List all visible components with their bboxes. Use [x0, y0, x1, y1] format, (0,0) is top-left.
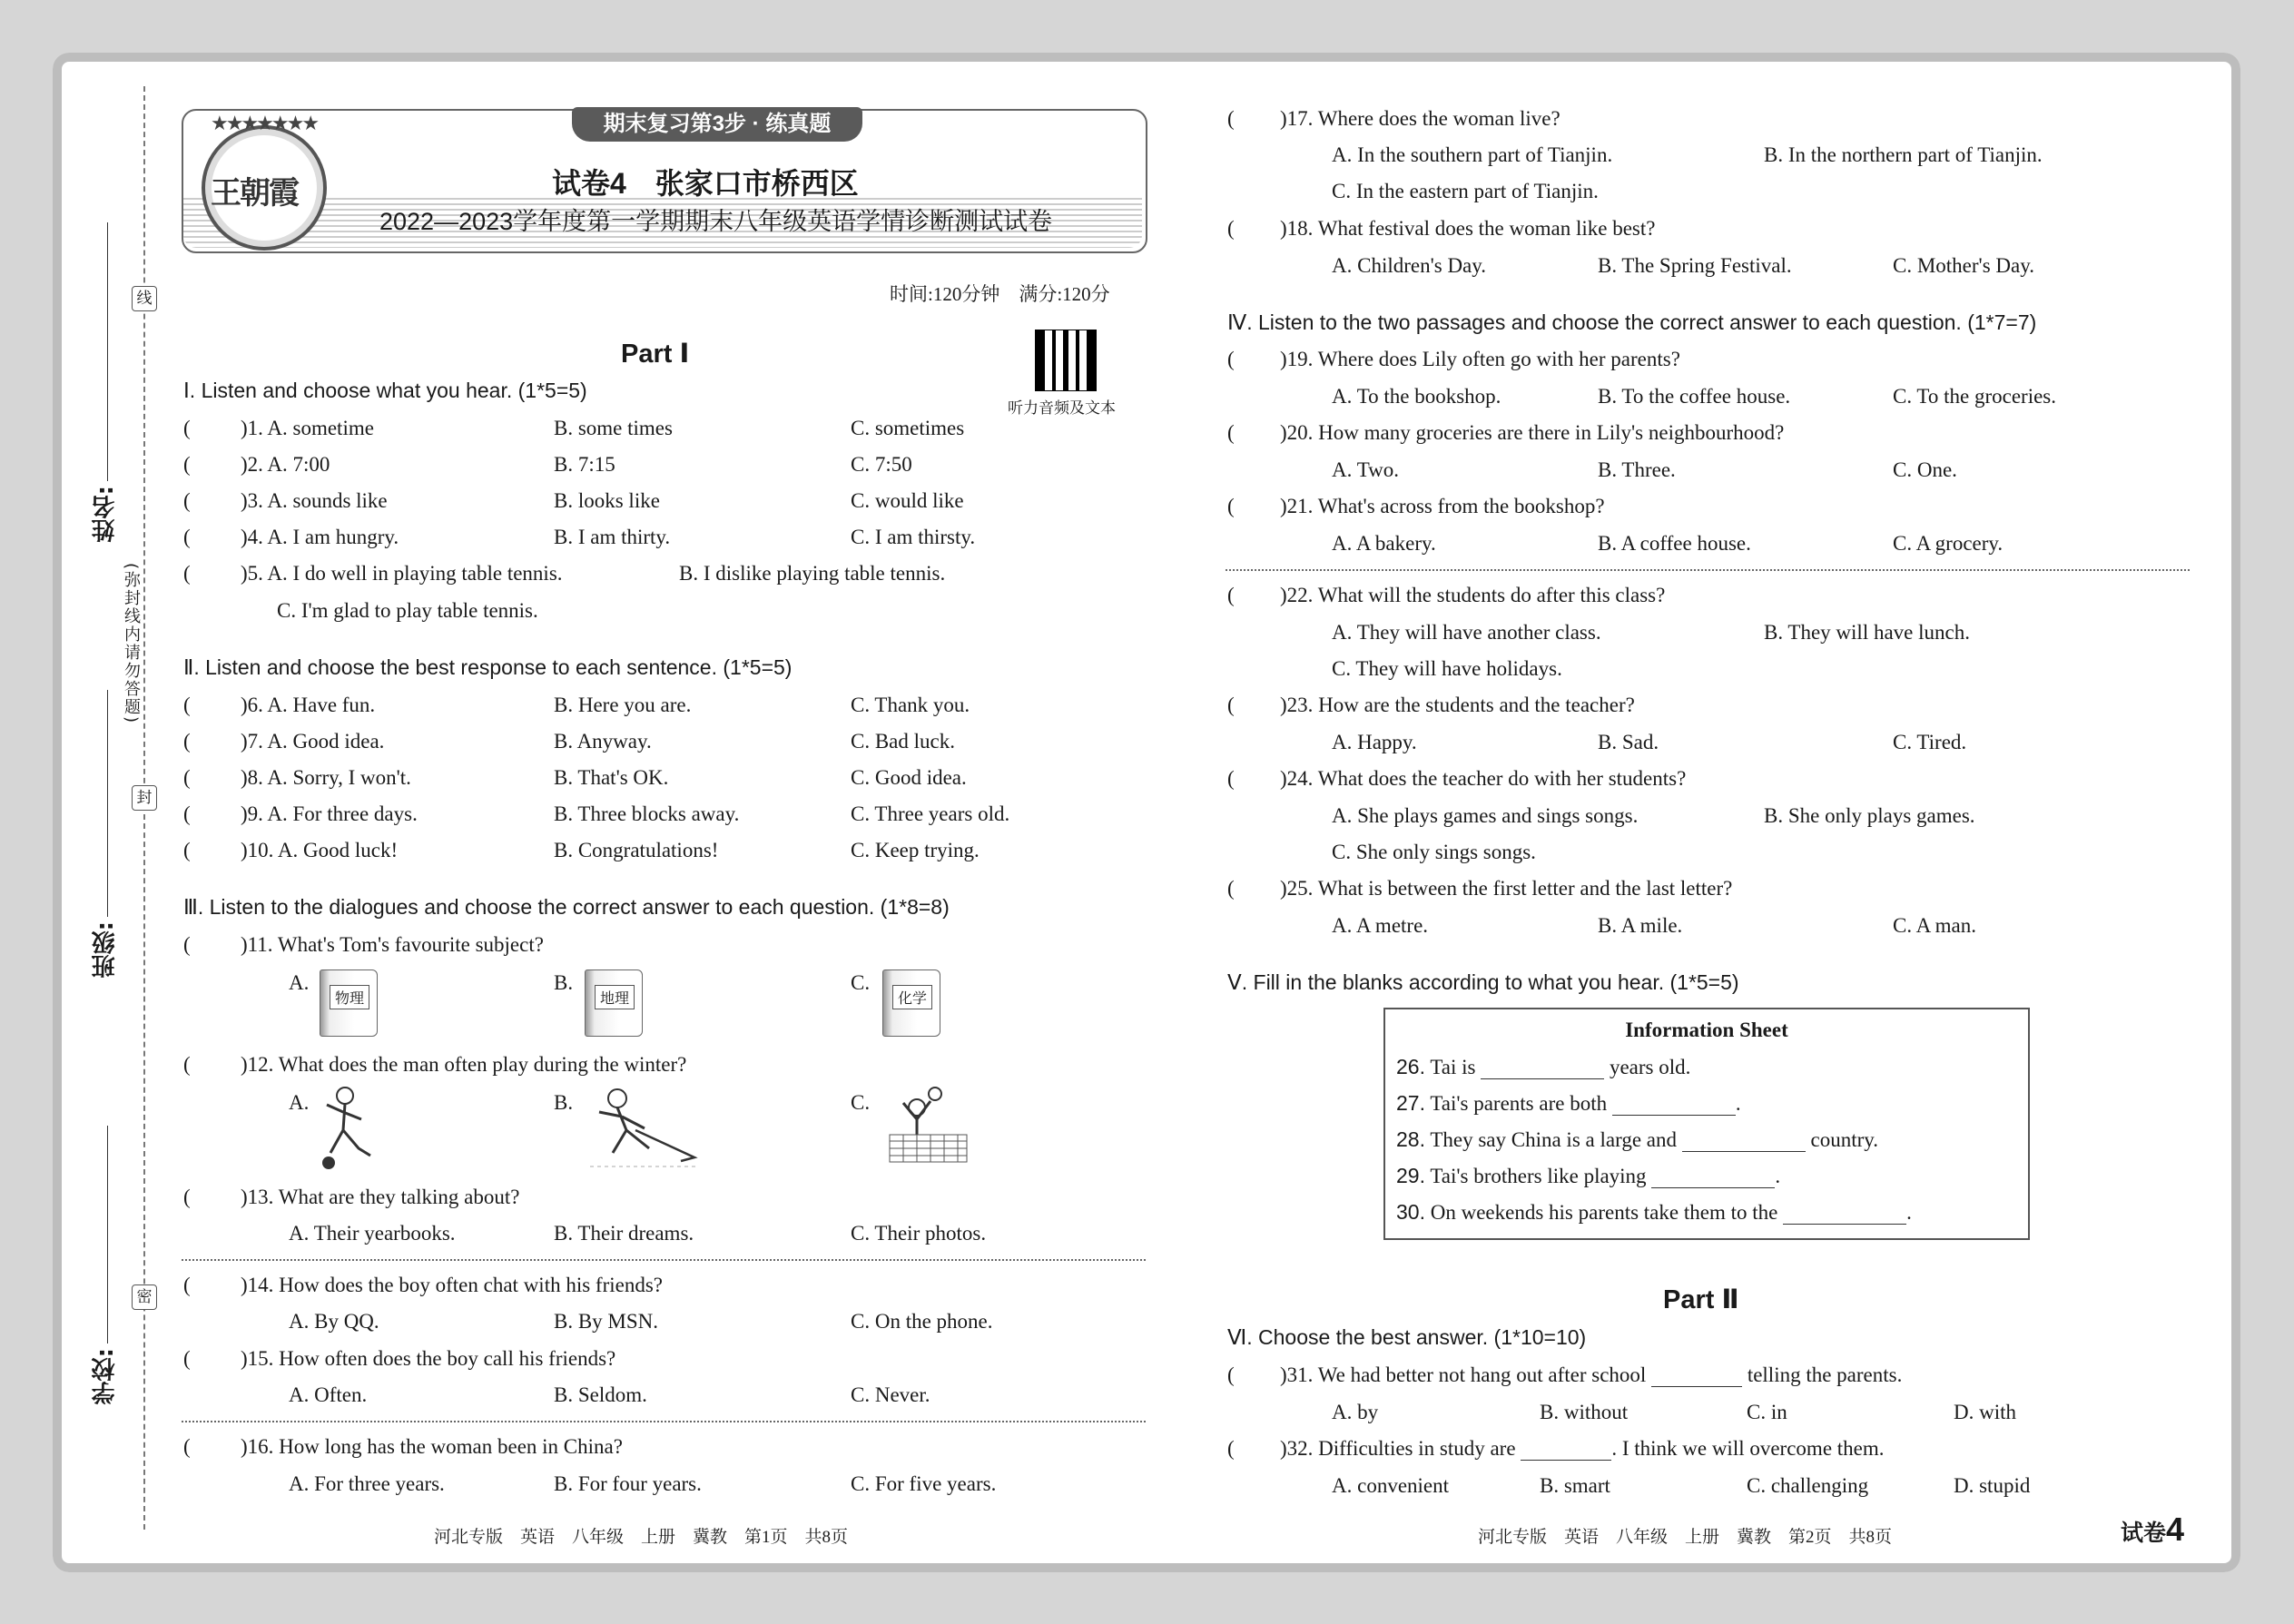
- fill-blank-28[interactable]: [1682, 1133, 1806, 1152]
- q8-b: B. That's OK.: [554, 766, 669, 789]
- binding-mark: 密: [132, 1284, 157, 1310]
- qr-code[interactable]: [1035, 330, 1097, 391]
- q20-a: A. Two.: [1332, 458, 1399, 481]
- q9-a: )9. A. For three days.: [241, 802, 418, 825]
- info-number: 28.: [1396, 1127, 1425, 1151]
- q32-d: D. stupid: [1954, 1474, 2031, 1497]
- answer-blank[interactable]: (: [1227, 495, 1235, 517]
- q25-b: B. A mile.: [1598, 914, 1683, 937]
- q13-a: A. Their yearbooks.: [289, 1222, 456, 1245]
- info-text: years old.: [1609, 1056, 1691, 1078]
- q17-b: B. In the northern part of Tianjin.: [1764, 143, 2043, 166]
- answer-blank[interactable]: (: [183, 417, 191, 439]
- q31-b: B. without: [1540, 1401, 1629, 1423]
- q11-option-b: B.: [554, 971, 574, 994]
- q21-c: C. A grocery.: [1893, 532, 2004, 555]
- book-label: 地理: [595, 985, 635, 1009]
- q5-a: )5. A. I do well in playing table tennis.: [241, 562, 563, 585]
- q15-c: C. Never.: [851, 1383, 930, 1406]
- q4-c: C. I am thirsty.: [851, 526, 976, 548]
- class-label: 班级:: [92, 921, 119, 979]
- info-text: .: [1775, 1165, 1781, 1187]
- answer-blank[interactable]: (: [183, 730, 191, 753]
- q32-question: [1280, 1437, 1885, 1461]
- fill-blank-27[interactable]: [1612, 1097, 1736, 1116]
- q8-c: C. Good idea.: [851, 766, 967, 789]
- q2-c: C. 7:50: [851, 453, 912, 476]
- q12-option-b: B.: [554, 1091, 574, 1114]
- fill-blank-26[interactable]: [1481, 1060, 1604, 1079]
- q31-a: A. by: [1332, 1401, 1379, 1423]
- q3-c: C. would like: [851, 489, 964, 512]
- answer-blank[interactable]: (: [1227, 877, 1235, 900]
- paper-number: 4: [2166, 1511, 2185, 1548]
- q6-c: C. Thank you.: [851, 694, 970, 716]
- q2-a: )2. A. 7:00: [241, 453, 330, 476]
- q32-blank[interactable]: [1521, 1442, 1611, 1461]
- q16-b: B. For four years.: [554, 1472, 702, 1495]
- q23-b: B. Sad.: [1598, 731, 1659, 753]
- answer-blank[interactable]: (: [183, 802, 191, 825]
- q24-question: )24. What does the teacher do with her students?: [1280, 767, 1687, 790]
- section3-heading: Ⅲ. Listen to the dialogues and choose the correct answer to each question. (1*8=8): [183, 895, 950, 919]
- q14-question: )14. How does the boy often chat with his friends?: [241, 1274, 664, 1296]
- q16-question: )16. How long has the woman been in China?: [241, 1435, 623, 1458]
- school-field[interactable]: [107, 1126, 108, 1343]
- q20-b: B. Three.: [1598, 458, 1676, 481]
- logo-stars: ★★★★★★★: [211, 113, 318, 135]
- q5-c: C. I'm glad to play table tennis.: [277, 599, 538, 622]
- answer-blank[interactable]: (: [1227, 1363, 1235, 1386]
- divider: [182, 1421, 1146, 1422]
- q22-question: )22. What will the students do after this class?: [1280, 584, 1666, 606]
- answer-blank[interactable]: (: [183, 1435, 191, 1458]
- class-field[interactable]: [107, 690, 108, 917]
- q25-a: A. A metre.: [1332, 914, 1429, 937]
- q19-c: C. To the groceries.: [1893, 385, 2057, 408]
- q2-b: B. 7:15: [554, 453, 615, 476]
- q4-b: B. I am thirty.: [554, 526, 671, 548]
- binding-mark: 线: [132, 286, 157, 311]
- q20-c: C. One.: [1893, 458, 1957, 481]
- physics-book-icon: [320, 969, 378, 1037]
- q11-question: )11. What's Tom's favourite subject?: [241, 933, 544, 956]
- answer-blank[interactable]: (: [1227, 217, 1235, 240]
- section6-heading: Ⅵ. Choose the best answer. (1*10=10): [1227, 1325, 1587, 1349]
- info-line-26: [1396, 1055, 1690, 1079]
- q8-a: )8. A. Sorry, I won't.: [241, 766, 411, 789]
- book-label: 物理: [330, 985, 369, 1009]
- q22-c: C. They will have holidays.: [1332, 657, 1562, 680]
- q18-question: )18. What festival does the woman like best?: [1280, 217, 1656, 240]
- info-text: Tai is: [1430, 1056, 1476, 1078]
- q15-question: )15. How often does the boy call his friends?: [241, 1347, 616, 1370]
- info-text: On weekends his parents take them to the: [1430, 1201, 1778, 1224]
- q31-text: )31. We had better not hang out after school: [1280, 1363, 1647, 1386]
- q18-c: C. Mother's Day.: [1893, 254, 2034, 277]
- info-number: 29.: [1396, 1164, 1425, 1187]
- answer-blank[interactable]: (: [1227, 694, 1235, 716]
- answer-blank[interactable]: (: [183, 562, 191, 585]
- q22-a: A. They will have another class.: [1332, 621, 1601, 644]
- q3-b: B. looks like: [554, 489, 660, 512]
- info-line-28: [1396, 1127, 1878, 1152]
- q18-b: B. The Spring Festival.: [1598, 254, 1792, 277]
- q14-c: C. On the phone.: [851, 1310, 993, 1333]
- answer-blank[interactable]: (: [183, 839, 191, 861]
- q31-d: D. with: [1954, 1401, 2016, 1423]
- exam-subtitle: 2022—2023学年度第一学期期末八年级英语学情诊断测试试卷: [379, 208, 1053, 235]
- answer-blank[interactable]: (: [183, 1274, 191, 1296]
- q16-c: C. For five years.: [851, 1472, 997, 1495]
- name-label: 姓名:: [92, 486, 119, 543]
- q1-b: B. some times: [554, 417, 673, 439]
- q21-a: A. A bakery.: [1332, 532, 1436, 555]
- q19-a: A. To the bookshop.: [1332, 385, 1501, 408]
- answer-blank[interactable]: (: [1227, 421, 1235, 444]
- name-field[interactable]: [107, 222, 108, 481]
- q31-text: telling the parents.: [1747, 1363, 1903, 1386]
- q10-a: )10. A. Good luck!: [241, 839, 399, 861]
- q32-text: )32. Difficulties in study are: [1280, 1437, 1516, 1460]
- fill-blank-30[interactable]: [1783, 1206, 1906, 1225]
- answer-blank[interactable]: (: [1227, 1437, 1235, 1460]
- info-text: country.: [1810, 1128, 1879, 1151]
- info-text: Tai's brothers like playing: [1430, 1165, 1647, 1187]
- q14-b: B. By MSN.: [554, 1310, 659, 1333]
- q22-b: B. They will have lunch.: [1764, 621, 1970, 644]
- q14-a: A. By QQ.: [289, 1310, 379, 1333]
- q17-c: C. In the eastern part of Tianjin.: [1332, 180, 1599, 202]
- q16-a: A. For three years.: [289, 1472, 445, 1495]
- info-title: Information Sheet: [1625, 1019, 1788, 1041]
- info-text: .: [1735, 1092, 1741, 1115]
- q7-c: C. Bad luck.: [851, 730, 955, 753]
- q11-option-c: C.: [851, 971, 871, 994]
- q9-b: B. Three blocks away.: [554, 802, 740, 825]
- info-number: 26.: [1396, 1055, 1425, 1078]
- q6-a: )6. A. Have fun.: [241, 694, 376, 716]
- q7-b: B. Anyway.: [554, 730, 652, 753]
- book-label: 化学: [892, 985, 932, 1009]
- q21-question: )21. What's across from the bookshop?: [1280, 495, 1605, 517]
- q12-option-a: A.: [289, 1091, 310, 1114]
- info-text: Tai's parents are both: [1430, 1092, 1608, 1115]
- answer-blank[interactable]: (: [183, 933, 191, 956]
- q24-b: B. She only plays games.: [1764, 804, 1975, 827]
- volleyball-player-icon: [881, 1085, 971, 1171]
- q31-blank[interactable]: [1651, 1368, 1742, 1387]
- answer-blank[interactable]: (: [183, 694, 191, 716]
- q12-option-c: C.: [851, 1091, 871, 1114]
- answer-blank[interactable]: (: [183, 526, 191, 548]
- section1-heading: Ⅰ. Listen and choose what you hear. (1*5=5): [183, 379, 587, 402]
- page2-footer: 河北专版 英语 八年级 上册 冀教 第2页 共8页: [1478, 1528, 1893, 1547]
- q13-c: C. Their photos.: [851, 1222, 987, 1245]
- part1-title: Part Ⅰ: [621, 340, 690, 369]
- q23-a: A. Happy.: [1332, 731, 1417, 753]
- paper-label-text: 试卷: [2121, 1521, 2167, 1546]
- q3-a: )3. A. sounds like: [241, 489, 388, 512]
- answer-blank[interactable]: (: [183, 1347, 191, 1370]
- q32-a: A. convenient: [1332, 1474, 1450, 1497]
- q25-question: )25. What is between the first letter and the last letter?: [1280, 877, 1733, 900]
- page1-footer: 河北专版 英语 八年级 上册 冀教 第1页 共8页: [434, 1528, 849, 1547]
- q10-c: C. Keep trying.: [851, 839, 980, 861]
- divider: [1226, 569, 2190, 571]
- q23-question: )23. How are the students and the teacher?: [1280, 694, 1635, 716]
- q1-c: C. sometimes: [851, 417, 965, 439]
- information-sheet: [1383, 1008, 2030, 1240]
- section2-heading: Ⅱ. Listen and choose the best response to each sentence. (1*5=5): [183, 655, 793, 679]
- chemistry-book-icon: [882, 969, 940, 1037]
- answer-blank[interactable]: (: [1227, 584, 1235, 606]
- q15-a: A. Often.: [289, 1383, 368, 1406]
- qr-caption: 听力音频及文本: [1008, 399, 1116, 418]
- fill-blank-29[interactable]: [1651, 1169, 1775, 1188]
- q5-b: B. I dislike playing table tennis.: [679, 562, 946, 585]
- header-banner: 期末复习第3步 · 练真题: [572, 107, 862, 142]
- q23-c: C. Tired.: [1893, 731, 1967, 753]
- time-info: 时间:120分钟 满分:120分: [890, 283, 1110, 305]
- divider: [182, 1259, 1146, 1261]
- answer-blank[interactable]: (: [183, 453, 191, 476]
- q24-c: C. She only sings songs.: [1332, 841, 1536, 863]
- q31-question: [1280, 1363, 1902, 1387]
- q17-a: A. In the southern part of Tianjin.: [1332, 143, 1613, 166]
- answer-blank[interactable]: (: [183, 489, 191, 512]
- q11-option-a: A.: [289, 971, 310, 994]
- school-label: 学校:: [92, 1348, 119, 1405]
- q4-a: )4. A. I am hungry.: [241, 526, 399, 548]
- answer-blank[interactable]: (: [183, 1186, 191, 1208]
- q10-b: B. Congratulations!: [554, 839, 719, 861]
- answer-blank[interactable]: (: [183, 1053, 191, 1076]
- q9-c: C. Three years old.: [851, 802, 1010, 825]
- answer-blank[interactable]: (: [1227, 348, 1235, 370]
- info-number: 27.: [1396, 1091, 1425, 1115]
- q7-a: )7. A. Good idea.: [241, 730, 385, 753]
- q17-question: )17. Where does the woman live?: [1280, 107, 1561, 130]
- paper-label: [2121, 1511, 2184, 1549]
- info-text: They say China is a large and: [1430, 1128, 1677, 1151]
- ice-hockey-player-icon: [581, 1085, 704, 1171]
- q13-question: )13. What are they talking about?: [241, 1186, 520, 1208]
- q19-question: )19. Where does Lily often go with her parents?: [1280, 348, 1680, 370]
- info-number: 30.: [1396, 1200, 1425, 1224]
- binding-mark: 封: [132, 785, 157, 811]
- answer-blank[interactable]: (: [183, 766, 191, 789]
- q32-c: C. challenging: [1747, 1474, 1869, 1497]
- q32-text: . I think we will overcome them.: [1611, 1437, 1885, 1460]
- answer-blank[interactable]: (: [1227, 107, 1235, 130]
- q25-c: C. A man.: [1893, 914, 1977, 937]
- q18-a: A. Children's Day.: [1332, 254, 1487, 277]
- q31-c: C. in: [1747, 1401, 1787, 1423]
- q20-question: )20. How many groceries are there in Lily's neighbourhood?: [1280, 421, 1785, 444]
- q24-a: A. She plays games and sings songs.: [1332, 804, 1639, 827]
- info-text: .: [1906, 1201, 1912, 1224]
- section4-heading: Ⅳ. Listen to the two passages and choose the correct answer to each question. (1*7=7): [1227, 310, 2037, 334]
- geography-book-icon: [585, 969, 643, 1037]
- soccer-player-icon: [318, 1085, 381, 1171]
- exam-title: 试卷4 张家口市桥西区: [552, 167, 859, 200]
- part2-title: Part Ⅱ: [1663, 1285, 1739, 1314]
- q21-b: B. A coffee house.: [1598, 532, 1751, 555]
- q13-b: B. Their dreams.: [554, 1222, 694, 1245]
- q1-a: )1. A. sometime: [241, 417, 374, 439]
- q6-b: B. Here you are.: [554, 694, 692, 716]
- info-line-30: [1396, 1200, 1912, 1225]
- logo-text: 王朝霞: [211, 175, 298, 212]
- q12-question: )12. What does the man often play during the winter?: [241, 1053, 687, 1076]
- q15-b: B. Seldom.: [554, 1383, 647, 1406]
- info-line-29: [1396, 1164, 1780, 1188]
- info-line-27: [1396, 1091, 1741, 1116]
- q19-b: B. To the coffee house.: [1598, 385, 1791, 408]
- section5-heading: Ⅴ. Fill in the blanks according to what you hear. (1*5=5): [1227, 970, 1739, 994]
- answer-blank[interactable]: (: [1227, 767, 1235, 790]
- q32-b: B. smart: [1540, 1474, 1610, 1497]
- binding-warning: (弥封线内请勿答题): [122, 563, 141, 725]
